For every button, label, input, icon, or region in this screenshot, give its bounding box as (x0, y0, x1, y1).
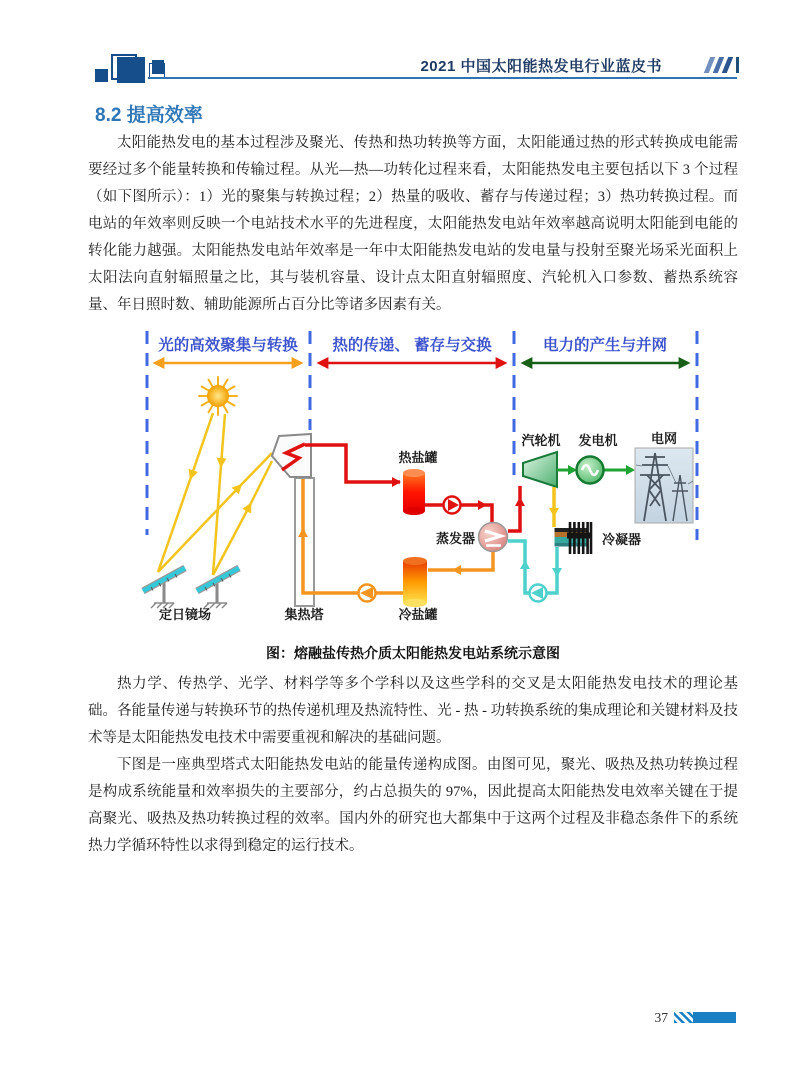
paragraph-1: 太阳能热发电的基本过程涉及聚光、传热和热功转换等方面，太阳能通过热的形式转换成电能需要经过多个能量转换和传输过程。从光—热—功转化过程来看，太阳能热发电主要包括以下 3 个过程（如下图所示）：1）光的聚集与转换过程；2）热量的吸收、蓄存与传递过程；3）热功转换过程。而电站的年效率则反映一个电站技术水平的先进程度，太阳能热发电站年效率越高说明太阳能到电能的转化能力越强。太阳能热发电站年效率是一年中太阳能热发电站的发电量与投射至聚光场采光面积上太阳法向直射辐照量之比，其与装机容量、设计点太阳直射辐照度、汽轮机入口参数、蓄热系统容量、年日照时数、辅助能源所占百分比等诸多因素有关。 (88, 135, 738, 313)
condenser-shape (555, 522, 592, 554)
evaporator-label: 蒸发器 (435, 531, 475, 546)
stage-label-concentration: 光的高效聚集与转换 (158, 337, 298, 354)
cold-salt-pump (359, 585, 376, 602)
generator-shape (577, 457, 604, 484)
condensate-pump (530, 585, 547, 602)
hot-salt-pipe-receiver (305, 445, 400, 482)
cold-salt-tank (403, 557, 427, 607)
stage-label-heat-transfer: 热的传递、 蓄存与交换 (332, 337, 492, 354)
header-rule (148, 77, 737, 79)
footer-bar-stripes (674, 1012, 693, 1023)
slashes-icon (705, 57, 739, 73)
heliostat-field-label: 定日镜场 (158, 607, 212, 622)
turbine-label: 汽轮机 (521, 433, 561, 448)
figure-caption: 图：熔融盐传热介质太阳能热发电站系统示意图 (266, 647, 560, 662)
condenser-label: 冷凝器 (602, 532, 642, 547)
logo-square-small-right (152, 60, 164, 74)
cold-salt-pipe (303, 479, 403, 593)
tower-label: 集热塔 (284, 607, 324, 622)
hot-tank-label: 热盐罐 (398, 450, 438, 465)
header-book-title: 2021 中国太阳能热发电行业蓝皮书 (420, 58, 662, 75)
cold-tank-label: 冷盐罐 (398, 607, 438, 622)
sun-icon (199, 377, 237, 415)
steam-pipe (508, 486, 520, 531)
paragraph-3: 下图是一座典型塔式太阳能热发电站的能量传递构成图。由图可见，聚光、吸热及热功转换过程是构成系统能量和效率损失的主要部分，约占总损失的 97%，因此提高太阳能热发电效率关键在于提高聚光、吸热及热功转换过程的效率。国内外的研究也大都集中于这两个过程及非稳态条件下的系统热力学循环特性以求得到稳定的运行技术。 (88, 757, 738, 854)
generator-label: 发电机 (578, 433, 618, 448)
heliostat-1 (143, 568, 185, 608)
section-heading: 8.2 提高效率 (95, 105, 203, 126)
logo-square-large-center (117, 57, 145, 83)
footer-bar-solid (693, 1012, 736, 1023)
footer-page-number: 37 (654, 1010, 668, 1025)
light-beams (158, 413, 272, 575)
heliostat-2 (197, 568, 239, 608)
system-diagram (130, 325, 710, 645)
system-diagram-svg (130, 325, 710, 645)
logo-square-small-left (95, 69, 108, 82)
hot-salt-tank (403, 469, 425, 515)
grid-photo (635, 448, 693, 523)
stage-label-power-generation: 电力的产生与并网 (542, 337, 668, 354)
footer-bar (674, 1012, 736, 1023)
grid-label: 电网 (650, 431, 678, 446)
turbine-shape (523, 452, 557, 487)
paragraph-2: 热力学、传热学、光学、材料学等多个学科以及这些学科的交叉是太阳能热发电技术的理论基础。各能量传递与转换环节的热传递机理及热流特性、光 - 热 - 功转换系统的集成理论和关键材料及技术等是太阳能热发电技术中需要重视和解决的基础问题。 (88, 676, 738, 746)
hot-salt-pump (444, 497, 461, 514)
